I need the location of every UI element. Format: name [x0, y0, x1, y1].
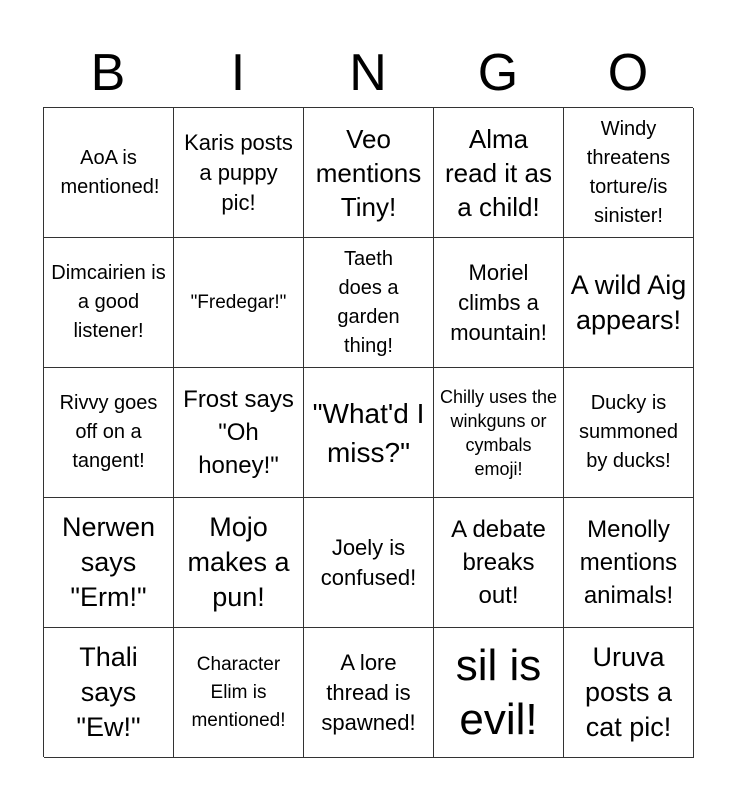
cell-text: Mojo makes a pun!: [187, 512, 290, 612]
cell-text: Chilly uses the winkguns or cymbals emoji!: [439, 386, 558, 479]
bingo-cell[interactable]: [564, 368, 694, 498]
bingo-cell[interactable]: [44, 498, 174, 628]
cell-text: AoA is mentioned!: [60, 146, 160, 198]
bingo-cell[interactable]: [44, 368, 174, 498]
bingo-cell[interactable]: [564, 628, 694, 758]
cell-text: "Fredegar!": [190, 291, 287, 313]
bingo-cell[interactable]: [44, 238, 174, 368]
bingo-cell[interactable]: [564, 498, 694, 628]
bingo-cell[interactable]: [564, 108, 694, 238]
header-letter-b: B: [90, 44, 126, 102]
bingo-cell[interactable]: [174, 108, 304, 238]
bingo-cell[interactable]: [434, 238, 564, 368]
cell-text: "What'd I miss?": [312, 397, 425, 468]
bingo-cell[interactable]: [434, 498, 564, 628]
bingo-cell[interactable]: [434, 368, 564, 498]
header-letter-i: I: [230, 44, 246, 102]
bingo-cell[interactable]: [174, 498, 304, 628]
cell-text: Dimcairien is a good listener!: [51, 262, 166, 342]
cell-text: Thali says "Ew!": [76, 642, 141, 742]
bingo-cell[interactable]: [174, 368, 304, 498]
bingo-cell[interactable]: [304, 498, 434, 628]
bingo-cell[interactable]: [304, 368, 434, 498]
cell-text: Veo mentions Tiny!: [315, 123, 422, 222]
cell-text: Ducky is summoned by ducks!: [579, 392, 678, 472]
cell-text: A lore thread is spawned!: [321, 649, 416, 735]
cell-text: Character Elim is mentioned!: [191, 653, 286, 731]
bingo-cell[interactable]: [304, 628, 434, 758]
bingo-cell[interactable]: [174, 628, 304, 758]
bingo-header: [43, 40, 693, 106]
cell-text: Alma read it as a child!: [445, 123, 552, 222]
cell-text: Frost says "Oh honey!": [183, 386, 294, 479]
bingo-cell[interactable]: [434, 628, 564, 758]
bingo-cell[interactable]: [44, 108, 174, 238]
bingo-cell[interactable]: [304, 108, 434, 238]
cell-text: Joely is confused!: [320, 534, 417, 590]
cell-text: Taeth does a garden thing!: [337, 247, 400, 357]
cell-text: sil is evil!: [455, 640, 542, 744]
bingo-cell[interactable]: [174, 238, 304, 368]
cell-text: Moriel climbs a mountain!: [450, 259, 547, 345]
cell-text: Windy threatens torture/is sinister!: [586, 117, 671, 227]
bingo-cell[interactable]: [304, 238, 434, 368]
cell-text: Rivvy goes off on a tangent!: [59, 392, 158, 472]
cell-text: A wild Aig appears!: [570, 269, 687, 335]
bingo-cell[interactable]: [434, 108, 564, 238]
cell-text: Uruva posts a cat pic!: [584, 642, 673, 742]
cell-text: Menolly mentions animals!: [579, 516, 678, 609]
bingo-cell[interactable]: [44, 628, 174, 758]
cell-text: Karis posts a puppy pic!: [184, 129, 293, 215]
header-letter-n: N: [349, 44, 387, 102]
cell-text: A debate breaks out!: [451, 516, 546, 609]
header-letter-o: O: [607, 44, 649, 102]
bingo-grid: [43, 107, 693, 757]
bingo-cell[interactable]: [564, 238, 694, 368]
cell-text: Nerwen says "Erm!": [61, 512, 156, 612]
header-letter-g: G: [477, 44, 519, 102]
